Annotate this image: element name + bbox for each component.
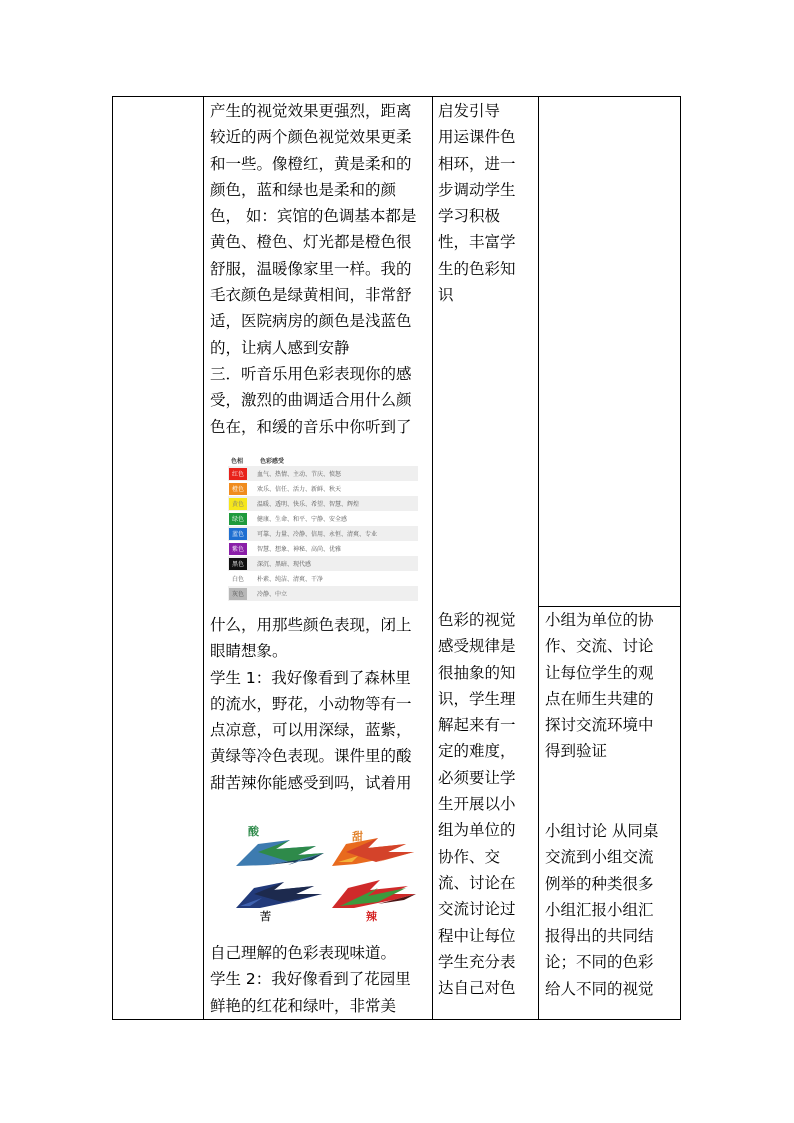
text-line: 适，医院病房的颜色是浅蓝色 <box>210 312 412 331</box>
text-line: 报得出的共同结 <box>545 927 654 946</box>
text-line: 性，丰富学 <box>438 233 516 252</box>
text-line: 作、交流、讨论 <box>545 637 654 656</box>
text-line: 组为单位的 <box>438 821 516 840</box>
text-line: 学生 1：我好像看到了森林里 <box>210 668 411 687</box>
feel-text: 健康、生命、和平、宁静、安全感 <box>257 516 348 523</box>
text-line: 色在，和缓的音乐中你听到了 <box>210 417 412 436</box>
notes-text-a <box>545 607 654 765</box>
table-col-divider-1 <box>203 96 204 1020</box>
swatch: 黄色 <box>229 498 247 510</box>
text-line: 步调动学生 <box>438 180 516 199</box>
swatch: 紫色 <box>229 543 247 555</box>
text-line: 得到验证 <box>545 742 608 761</box>
text-line: 让每位学生的观 <box>545 663 654 682</box>
text-line: 达自己对色 <box>438 979 516 998</box>
color-row <box>228 511 418 526</box>
text-line: 色彩的视觉 <box>438 611 516 629</box>
text-line: 什么，用那些颜色表现，闭上 <box>210 616 412 634</box>
swatch: 白色 <box>229 573 247 585</box>
color-row <box>228 541 418 556</box>
text-line: 论；不同的色彩 <box>545 953 654 972</box>
text-line: 给人不同的视觉 <box>545 979 654 998</box>
table-border-left <box>112 96 113 1020</box>
text-line: 的，让病人感到安静 <box>210 338 350 357</box>
text-line: 和一些。像橙红，黄是柔和的 <box>210 154 412 173</box>
text-line: 学生充分表 <box>438 952 516 971</box>
text-line: 舒服，温暖像家里一样。我的 <box>210 259 412 278</box>
text-line: 小组汇报小组汇 <box>545 900 654 919</box>
text-line: 学生 2：我好像看到了花园里 <box>210 970 411 989</box>
text-line: 色， 如：宾馆的色调基本都是 <box>210 207 417 226</box>
taste-color-image <box>228 822 418 922</box>
feel-text: 血气、热情、主动、节庆、愤怒 <box>257 471 342 478</box>
table-col-divider-3 <box>538 96 539 1020</box>
text-line: 交流讨论过 <box>438 900 516 919</box>
text-line: 用运课件色 <box>438 128 516 147</box>
color-row <box>228 481 418 496</box>
color-row <box>228 571 418 586</box>
text-line: 黄色、橙色、灯光都是橙色很 <box>210 233 412 252</box>
text-line: 必须要让学 <box>438 768 516 787</box>
process-text-middle <box>210 612 412 796</box>
text-line: 探讨交流环境中 <box>545 716 654 735</box>
table-col-divider-2 <box>432 96 433 1020</box>
text-line: 受，激烈的曲调适合用什么颜 <box>210 391 412 410</box>
color-row <box>228 466 418 481</box>
text-line: 产生的视觉效果更强烈，距离 <box>210 102 412 120</box>
feel-text: 温暖、透明、快乐、希望、智慧、辉煌 <box>257 501 360 508</box>
table-border-right <box>680 96 681 1020</box>
text-line: 学习积极 <box>438 207 501 226</box>
spicy-shape <box>332 880 416 908</box>
text-line: 鲜艳的红花和绿叶，非常美 <box>210 996 397 1015</box>
table-border-bottom <box>112 1019 681 1020</box>
sour-label: 酸 <box>248 825 259 838</box>
color-row <box>228 556 418 571</box>
text-line: 黄绿等冷色表现。课件里的酸 <box>210 747 412 766</box>
color-row <box>228 526 418 541</box>
color-feeling-table-image <box>228 455 418 607</box>
text-line: 点在师生共建的 <box>545 689 654 708</box>
feel-text: 朴素、纯洁、清爽、干净 <box>257 576 324 583</box>
text-line: 定的难度， <box>438 742 516 761</box>
swatch: 蓝色 <box>229 528 247 540</box>
text-line: 较近的两个颜色视觉效果更柔 <box>210 128 412 147</box>
header-feel: 色彩感受 <box>260 458 285 465</box>
text-line: 流、讨论在 <box>438 873 516 892</box>
text-line: 自己理解的色彩表现味道。 <box>210 944 397 962</box>
text-line: 的流水，野花，小动物等有一 <box>210 694 412 713</box>
swatch: 灰色 <box>229 588 247 600</box>
color-table-header <box>228 455 418 466</box>
text-line: 小组为单位的协 <box>545 611 654 629</box>
color-row <box>228 586 418 601</box>
text-line: 甜苦辣你能感受到吗，试着用 <box>210 773 412 792</box>
feel-text: 冷静、中立 <box>257 591 288 598</box>
text-line: 解起来有一 <box>438 716 516 735</box>
sweet-label: 甜 <box>352 830 363 843</box>
text-line: 启发引导 <box>438 102 501 120</box>
bitter-label: 苦 <box>260 910 271 922</box>
text-line: 程中让每位 <box>438 926 516 945</box>
intent-text-top <box>438 98 516 308</box>
text-line: 协作、交 <box>438 847 501 866</box>
text-line: 小组讨论 从同桌 <box>545 822 659 840</box>
color-row <box>228 496 418 511</box>
text-line: 生的色彩知 <box>438 259 516 278</box>
text-line: 眼睛想象。 <box>210 642 288 661</box>
feel-text: 深沉、黑暗、现代感 <box>257 561 312 568</box>
feel-text: 可靠、力量、冷静、信用、永恒、清爽、专业 <box>257 531 378 538</box>
header-hue: 色相 <box>231 458 244 465</box>
text-line: 相环，进一 <box>438 154 516 173</box>
text-line: 交流到小组交流 <box>545 848 654 867</box>
text-line: 毛衣颜色是绿黄相间，非常舒 <box>210 286 412 305</box>
spicy-label: 辣 <box>366 910 377 922</box>
text-line: 很抽象的知 <box>438 663 516 682</box>
table-border-top <box>112 96 681 97</box>
swatch: 红色 <box>229 468 247 480</box>
process-text-top <box>210 98 416 440</box>
text-line: 颜色，蓝和绿也是柔和的颜 <box>210 180 397 199</box>
text-line: 生开展以小 <box>438 795 516 814</box>
swatch: 橙色 <box>229 483 247 495</box>
text-line: 感受规律是 <box>438 637 516 656</box>
feel-text: 欢乐、信任、活力、新鲜、秋天 <box>257 486 342 493</box>
text-line: 识，学生理 <box>438 689 516 708</box>
feel-text: 智慧、想象、神秘、高尚、优雅 <box>257 546 342 553</box>
process-text-bottom <box>210 940 411 1019</box>
notes-text-b <box>545 818 658 1002</box>
text-line: 点凉意，可以用深绿，蓝紫， <box>210 721 412 740</box>
text-line: 三．听音乐用色彩表现你的感 <box>210 364 412 383</box>
text-line: 例举的种类很多 <box>545 874 654 893</box>
swatch: 黑色 <box>229 558 247 570</box>
taste-shapes-svg <box>228 822 418 922</box>
text-line: 识 <box>438 286 454 305</box>
intent-text-bottom <box>438 607 516 1001</box>
swatch: 绿色 <box>229 513 247 525</box>
